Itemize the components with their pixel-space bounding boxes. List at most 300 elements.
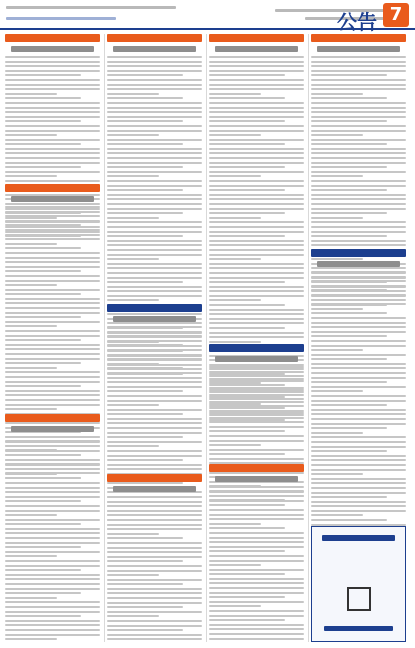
text-line	[311, 363, 406, 365]
text-line	[209, 235, 285, 237]
text-line	[209, 587, 304, 589]
text-line	[107, 175, 159, 177]
text-line	[107, 413, 183, 415]
text-line	[107, 194, 202, 196]
text-line	[107, 570, 202, 572]
text-line	[5, 638, 57, 640]
text-line	[209, 366, 304, 368]
text-line	[311, 61, 406, 63]
text-line	[5, 171, 100, 173]
text-line	[107, 125, 202, 127]
text-line	[107, 409, 202, 411]
text-line	[209, 486, 304, 488]
text-line	[5, 459, 100, 461]
text-line	[5, 302, 100, 304]
text-line	[209, 277, 304, 279]
text-line	[5, 601, 100, 603]
text-line	[5, 134, 57, 136]
text-line	[209, 523, 261, 525]
text-line	[311, 97, 387, 99]
text-line	[209, 231, 304, 233]
text-line	[209, 518, 304, 520]
text-line	[209, 267, 304, 269]
text-line	[311, 111, 406, 113]
text-line	[5, 565, 100, 567]
text-line	[209, 185, 304, 187]
text-line	[5, 592, 81, 594]
text-line	[311, 280, 406, 282]
text-line	[107, 349, 202, 351]
notice-title	[317, 261, 400, 267]
text-line	[107, 61, 202, 63]
text-line	[311, 152, 406, 154]
text-line	[209, 619, 285, 621]
text-line	[5, 514, 57, 516]
text-line	[5, 252, 100, 254]
text-line	[107, 464, 202, 466]
text-line	[5, 634, 100, 636]
text-line	[5, 348, 100, 350]
text-line	[107, 441, 202, 443]
text-line	[209, 281, 285, 283]
text-line	[311, 423, 406, 425]
text-line	[107, 547, 202, 549]
text-line	[107, 372, 202, 374]
text-line	[107, 427, 202, 429]
text-line	[5, 441, 100, 443]
text-line	[209, 208, 304, 210]
text-line	[107, 358, 202, 360]
text-line	[209, 139, 304, 141]
text-line	[107, 249, 202, 251]
text-line	[209, 578, 304, 580]
text-line	[311, 450, 387, 452]
text-line	[311, 271, 406, 273]
notice-header	[107, 304, 202, 312]
text-line	[209, 70, 304, 72]
text-line	[107, 602, 202, 604]
masthead-info-line	[6, 6, 176, 9]
text-line	[107, 217, 159, 219]
text-line	[209, 61, 304, 63]
text-line	[5, 560, 100, 562]
text-line	[311, 455, 406, 457]
text-line	[209, 532, 304, 534]
text-line	[311, 390, 363, 392]
text-line	[311, 74, 387, 76]
text-line	[107, 615, 159, 617]
text-line	[5, 519, 100, 521]
text-line	[107, 588, 202, 590]
text-line	[107, 162, 202, 164]
text-line	[311, 235, 387, 237]
text-line	[311, 413, 406, 415]
text-line	[107, 130, 202, 132]
text-line	[5, 537, 100, 539]
text-line	[209, 249, 304, 251]
text-line	[311, 116, 406, 118]
text-line	[5, 307, 100, 309]
text-line	[311, 217, 363, 219]
text-line	[107, 381, 202, 383]
text-line	[209, 453, 285, 455]
text-line	[107, 185, 202, 187]
masthead	[0, 0, 415, 34]
text-line	[107, 152, 202, 154]
text-line	[209, 605, 261, 607]
text-line	[5, 523, 81, 525]
text-line	[107, 611, 202, 613]
text-line	[209, 120, 285, 122]
text-line	[5, 321, 100, 323]
text-line	[5, 381, 100, 383]
text-line	[107, 295, 202, 297]
text-line	[209, 394, 304, 396]
text-line	[5, 316, 81, 318]
text-line	[209, 102, 304, 104]
text-line	[5, 624, 100, 626]
text-line	[107, 634, 202, 636]
text-line	[5, 139, 100, 141]
text-line	[209, 175, 261, 177]
text-line	[107, 367, 183, 369]
text-line	[107, 166, 183, 168]
text-line	[107, 221, 202, 223]
text-line	[107, 299, 159, 301]
text-line	[311, 70, 406, 72]
text-line	[209, 286, 304, 288]
text-line	[209, 194, 304, 196]
text-line	[5, 125, 100, 127]
text-line	[311, 185, 406, 187]
text-line	[5, 473, 57, 475]
text-line	[311, 231, 406, 233]
text-line	[107, 404, 159, 406]
text-line	[209, 125, 304, 127]
text-line	[209, 162, 304, 164]
text-line	[209, 84, 304, 86]
text-line	[5, 551, 100, 553]
column-3	[209, 34, 304, 642]
text-line	[5, 211, 100, 213]
text-line	[209, 398, 304, 400]
text-line	[5, 65, 100, 67]
text-line	[209, 403, 261, 405]
text-line	[107, 198, 202, 200]
notice-header	[311, 249, 406, 257]
text-line	[311, 93, 363, 95]
text-line	[5, 79, 100, 81]
text-line	[209, 458, 304, 460]
text-line	[209, 152, 304, 154]
notice-header	[5, 34, 100, 42]
text-line	[107, 180, 202, 182]
text-line	[311, 501, 406, 503]
text-line	[5, 162, 100, 164]
text-line	[311, 386, 406, 388]
text-line	[5, 84, 100, 86]
text-line	[209, 189, 285, 191]
column-1	[5, 34, 100, 642]
text-line	[209, 560, 304, 562]
page-number-badge: 7	[383, 3, 409, 27]
text-line	[5, 404, 100, 406]
text-line	[311, 208, 406, 210]
text-line	[5, 116, 100, 118]
notice-header	[311, 34, 406, 42]
text-line	[5, 597, 57, 599]
text-line	[107, 272, 202, 274]
text-line	[107, 189, 183, 191]
text-line	[5, 206, 100, 208]
text-line	[209, 380, 304, 382]
column-2	[107, 34, 202, 642]
text-line	[311, 496, 387, 498]
text-line	[5, 293, 81, 295]
notice-header	[107, 474, 202, 482]
text-line	[311, 125, 406, 127]
text-line	[209, 309, 304, 311]
text-line	[209, 148, 304, 150]
text-line	[107, 111, 202, 113]
text-line	[209, 313, 304, 315]
text-line	[5, 215, 100, 217]
notice-title	[113, 486, 196, 492]
text-line	[209, 638, 304, 640]
text-line	[209, 491, 304, 493]
text-line	[311, 510, 406, 512]
text-line	[107, 395, 202, 397]
text-line	[107, 208, 202, 210]
text-line	[209, 537, 304, 539]
text-line	[209, 226, 304, 228]
text-line	[5, 270, 81, 272]
text-line	[209, 615, 304, 617]
text-line	[209, 134, 261, 136]
text-line	[107, 514, 183, 516]
text-line	[107, 565, 202, 567]
text-line	[209, 203, 304, 205]
text-line	[209, 440, 304, 442]
text-line	[209, 332, 304, 334]
text-line	[311, 409, 406, 411]
text-line	[5, 152, 100, 154]
text-line	[311, 212, 387, 214]
text-line	[209, 111, 304, 113]
text-line	[5, 615, 81, 617]
text-line	[311, 487, 406, 489]
text-line	[107, 496, 202, 498]
text-line	[209, 304, 285, 306]
text-line	[209, 97, 285, 99]
text-line	[5, 143, 81, 145]
text-line	[107, 263, 202, 265]
text-line	[209, 116, 304, 118]
text-line	[5, 257, 100, 259]
text-line	[5, 528, 100, 530]
text-line	[311, 143, 387, 145]
text-line	[5, 620, 100, 622]
notice-block	[107, 474, 202, 642]
text-line	[311, 157, 406, 159]
text-line	[209, 412, 304, 414]
text-line	[209, 495, 304, 497]
text-line	[5, 555, 57, 557]
text-line	[209, 633, 304, 635]
text-line	[209, 327, 285, 329]
text-line	[209, 157, 304, 159]
text-line	[209, 56, 304, 58]
text-line	[107, 422, 202, 424]
text-line	[5, 385, 81, 387]
text-line	[5, 371, 100, 373]
text-line	[5, 93, 57, 95]
text-line	[107, 139, 202, 141]
text-line	[107, 203, 202, 205]
text-line	[209, 449, 304, 451]
text-line	[311, 326, 406, 328]
text-line	[5, 238, 100, 240]
ad-title	[322, 535, 395, 541]
notice-header	[209, 344, 304, 352]
text-line	[311, 88, 406, 90]
text-line	[5, 298, 100, 300]
text-line	[311, 226, 406, 228]
text-line	[311, 482, 406, 484]
text-line	[311, 459, 406, 461]
text-line	[107, 277, 202, 279]
text-line	[107, 65, 202, 67]
text-line	[107, 519, 202, 521]
text-line	[209, 430, 285, 432]
text-line	[5, 353, 100, 355]
text-line	[209, 384, 285, 386]
text-line	[107, 326, 202, 328]
text-line	[5, 224, 81, 226]
text-line	[107, 638, 202, 640]
text-line	[107, 290, 202, 292]
text-line	[5, 175, 57, 177]
text-line	[5, 500, 81, 502]
notice-title	[11, 196, 94, 202]
text-line	[5, 468, 100, 470]
text-line	[107, 551, 202, 553]
text-line	[311, 441, 406, 443]
text-line	[311, 432, 363, 434]
text-line	[311, 446, 406, 448]
text-line	[5, 505, 100, 507]
text-line	[107, 459, 183, 461]
text-line	[107, 436, 183, 438]
text-line	[311, 335, 387, 337]
text-line	[5, 542, 100, 544]
text-line	[5, 445, 100, 447]
text-line	[209, 375, 304, 377]
text-line	[5, 97, 81, 99]
text-line	[311, 221, 406, 223]
text-line	[5, 157, 100, 159]
text-line	[209, 596, 285, 598]
text-line	[311, 102, 406, 104]
text-line	[107, 212, 183, 214]
text-line	[311, 514, 363, 516]
text-line	[209, 371, 304, 373]
text-line	[311, 180, 406, 182]
text-line	[5, 496, 100, 498]
text-line	[311, 404, 387, 406]
text-line	[107, 556, 202, 558]
text-line	[311, 303, 406, 305]
text-line	[311, 354, 406, 356]
text-line	[311, 340, 406, 342]
text-line	[311, 189, 387, 191]
text-line	[5, 569, 81, 571]
text-line	[5, 510, 100, 512]
text-line	[107, 281, 183, 283]
text-line	[311, 171, 406, 173]
text-line	[5, 367, 57, 369]
text-line	[107, 400, 202, 402]
text-line	[209, 573, 285, 575]
text-line	[209, 628, 304, 630]
text-line	[311, 299, 406, 301]
text-line	[5, 362, 81, 364]
text-line	[311, 65, 406, 67]
text-line	[5, 436, 100, 438]
text-line	[107, 340, 202, 342]
text-line	[107, 574, 159, 576]
text-line	[311, 276, 406, 278]
text-line	[107, 226, 202, 228]
text-line	[5, 56, 100, 58]
text-line	[209, 601, 304, 603]
text-line	[311, 285, 406, 287]
notice-columns	[5, 34, 410, 642]
text-line	[107, 120, 183, 122]
text-line	[5, 325, 57, 327]
text-line	[107, 579, 202, 581]
notice-header	[209, 464, 304, 472]
text-line	[107, 377, 202, 379]
text-line	[107, 533, 159, 535]
text-line	[209, 582, 304, 584]
text-line	[209, 514, 304, 516]
notice-title	[215, 476, 298, 482]
text-line	[5, 464, 100, 466]
text-line	[209, 546, 304, 548]
text-line	[209, 426, 304, 428]
text-line	[107, 254, 202, 256]
text-line	[209, 569, 304, 571]
text-line	[5, 284, 57, 286]
text-line	[107, 79, 202, 81]
text-line	[209, 198, 304, 200]
text-line	[311, 308, 363, 310]
text-line	[107, 116, 202, 118]
text-line	[5, 247, 81, 249]
text-line	[5, 74, 81, 76]
text-line	[107, 625, 202, 627]
text-line	[5, 88, 100, 90]
text-line	[5, 546, 81, 548]
text-line	[209, 171, 304, 173]
text-line	[209, 254, 304, 256]
text-line	[107, 354, 202, 356]
text-line	[209, 444, 261, 446]
text-line	[5, 574, 100, 576]
text-line	[107, 386, 202, 388]
text-line	[107, 592, 202, 594]
